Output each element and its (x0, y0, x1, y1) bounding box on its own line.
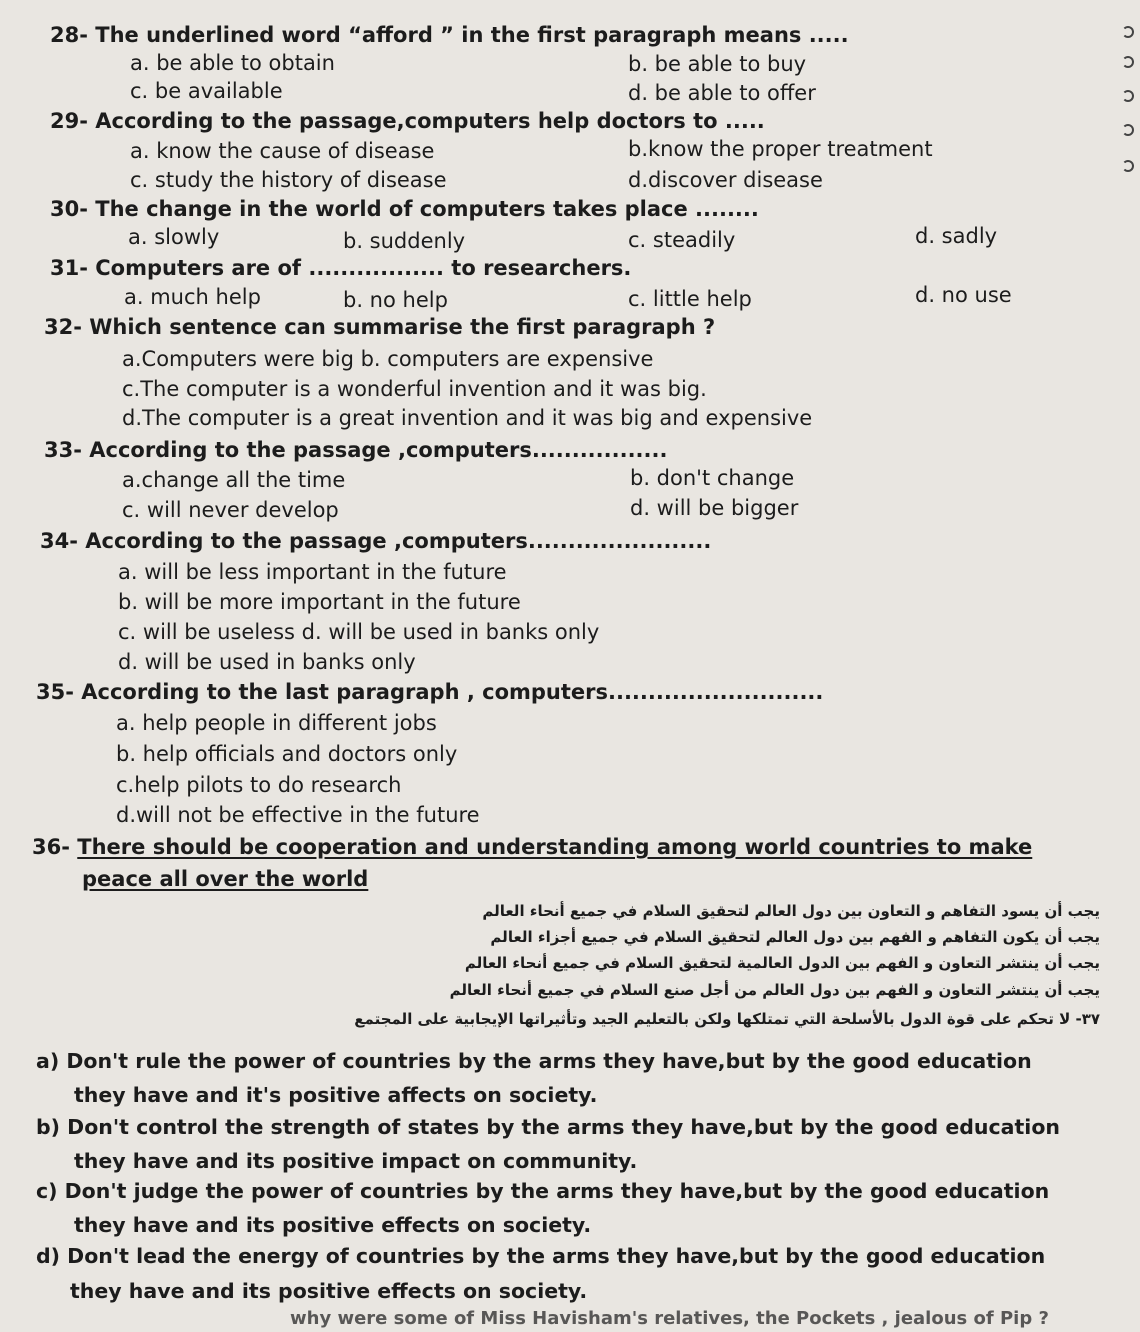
question-37-option-b-line-2: they have and its positive impact on community. (74, 1149, 638, 1173)
question-33-stem: 33- According to the passage ,computers................. (44, 438, 668, 462)
binding-ring-mark (1122, 124, 1134, 136)
question-31-option-a: a. much help (124, 285, 261, 309)
question-37-option-a-line-1: a) Don't rule the power of countries by the arms they have,but by the good education (36, 1049, 1032, 1073)
question-30-option-c: c. steadily (628, 228, 736, 252)
question-37-option-c-line-1: c) Don't judge the power of countries by the arms they have,but by the good education (36, 1179, 1050, 1203)
question-30-option-b: b. suddenly (343, 229, 466, 253)
question-32-option-a: a.Computers were big b. computers are expensive (122, 347, 654, 371)
question-33-option-b: b. don't change (630, 466, 795, 490)
question-31-option-c: c. little help (628, 287, 752, 311)
question-35-option-b: b. help officials and doctors only (116, 742, 458, 766)
question-37-option-c-line-2: they have and its positive effects on society. (74, 1213, 592, 1237)
question-35-stem: 35- According to the last paragraph , computers........................... (36, 680, 824, 704)
question-32-stem: 32- Which sentence can summarise the first paragraph ? (44, 315, 716, 339)
question-37-arabic-stem: ٣٧- لا تحكم على قوة الدول بالأسلحة التي تمتلكها ولكن بالتعليم الجيد وتأثيراتها الإيجابية على المجتمع (354, 1010, 1100, 1028)
question-36-stem-line-1: 36- There should be cooperation and understanding among world countries to make (32, 835, 1033, 859)
question-37-option-d-line-1: d) Don't lead the energy of countries by the arms they have,but by the good education (36, 1244, 1046, 1268)
question-28-option-c: c. be available (130, 79, 283, 103)
question-29-stem: 29- According to the passage,computers help doctors to ..... (50, 109, 765, 133)
question-34-option-a: a. will be less important in the future (118, 560, 507, 584)
question-33-option-d: d. will be bigger (630, 496, 799, 520)
binding-ring-mark (1122, 56, 1134, 68)
question-36-stem-line-2: peace all over the world (82, 867, 369, 891)
question-35-option-c: c.help pilots to do research (116, 773, 402, 797)
question-28-option-d: d. be able to offer (628, 81, 816, 105)
arabic-option-1: يجب أن يسود التفاهم و التعاون بين دول العالم لتحقيق السلام في جميع أنحاء العالم (482, 902, 1100, 920)
question-30-option-d: d. sadly (915, 224, 998, 248)
question-29-option-c: c. study the history of disease (130, 168, 447, 192)
question-37-option-a-line-2: they have and it's positive affects on society. (74, 1083, 598, 1107)
question-36-underlined-sentence: There should be cooperation and understanding among world countries to make (77, 835, 1033, 859)
question-34-option-c: c. will be useless d. will be used in banks only (118, 620, 600, 644)
question-31-option-b: b. no help (343, 288, 448, 312)
arabic-option-2: يجب أن يكون التفاهم و الفهم بين دول العالم لتحقيق السلام في جميع أجزاء العالم (490, 928, 1100, 946)
question-35-option-a: a. help people in different jobs (116, 711, 437, 735)
question-29-option-d: d.discover disease (628, 168, 823, 192)
question-32-option-d: d.The computer is a great invention and it was big and expensive (122, 406, 813, 430)
binding-ring-mark (1122, 90, 1134, 102)
question-32-option-c: c.The computer is a wonderful invention and it was big. (122, 377, 707, 401)
question-31-option-d: d. no use (915, 283, 1012, 307)
next-question-partial: why were some of Miss Havisham's relatives, the Pockets , jealous of Pip ? (290, 1308, 1049, 1329)
question-35-option-d: d.will not be effective in the future (116, 803, 480, 827)
question-30-stem: 30- The change in the world of computers takes place ........ (50, 197, 759, 221)
question-33-option-a: a.change all the time (122, 468, 346, 492)
question-28-stem: 28- The underlined word “afford ” in the first paragraph means ..... (50, 23, 849, 47)
question-34-option-d: d. will be used in banks only (118, 650, 416, 674)
question-30-option-a: a. slowly (128, 225, 220, 249)
question-37-option-b-line-1: b) Don't control the strength of states by the arms they have,but by the good education (36, 1115, 1060, 1139)
question-28-option-b: b. be able to buy (628, 52, 807, 76)
question-31-stem: 31- Computers are of ................. to researchers. (50, 256, 632, 280)
question-34-option-b: b. will be more important in the future (118, 590, 521, 614)
arabic-option-3: يجب أن ينتشر التعاون و الفهم بين الدول العالمية لتحقيق السلام في جميع أنحاء العالم (464, 954, 1100, 972)
question-33-option-c: c. will never develop (122, 498, 339, 522)
question-28-option-a: a. be able to obtain (130, 51, 335, 75)
question-34-stem: 34- According to the passage ,computers....................... (40, 529, 712, 553)
question-29-option-a: a. know the cause of disease (130, 139, 435, 163)
arabic-option-4: يجب أن ينتشر التعاون و الفهم بين دول العالم من أجل صنع السلام في جميع أنحاء العالم (449, 981, 1100, 999)
question-29-option-b: b.know the proper treatment (628, 137, 933, 161)
binding-ring-mark (1122, 160, 1134, 172)
question-37-option-d-line-2: they have and its positive effects on society. (70, 1279, 588, 1303)
binding-ring-mark (1122, 26, 1134, 38)
